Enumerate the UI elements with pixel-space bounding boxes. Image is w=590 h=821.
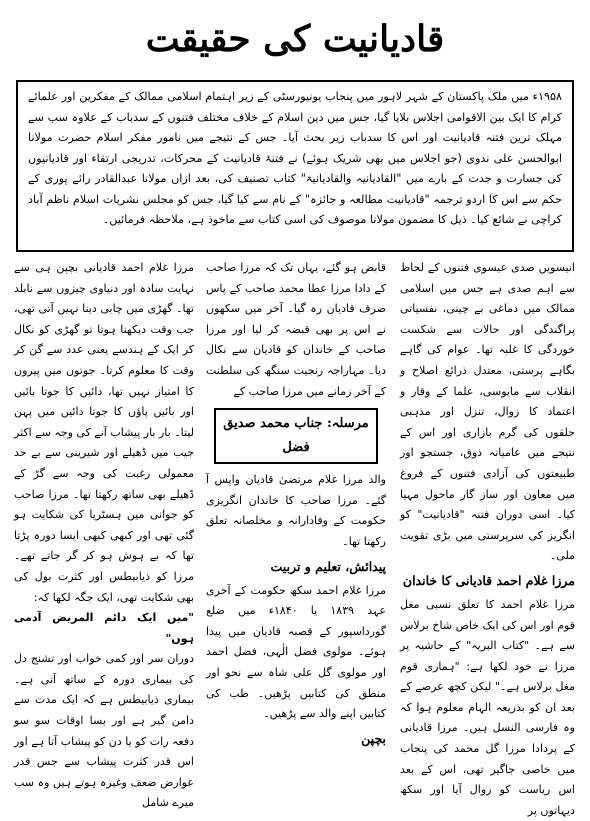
column-left-paragraph-1: مرزا غلام احمد قادیانی بچپن ہی سے نہایت سادہ اور دنیاوی چیزوں سے نابلد تھا۔ گھڑی میں چابی دینا نہیں آتی تھی، جب وقت دیکھنا ہوتا تو گھڑی کو نکال کر ایک کے ہندسے یعنی عدد سے گن کر وقت کا معلوم کرتا۔ جوتوں میں پیروں کا امتیاز نہیں تھا، دائیں کا جوتا بائیں اور بائیں پاؤں کا جوتا دائیں میں پہن لیتا۔ بار بار پیشاب آنے کی وجہ سے اکثر جیب میں ڈھیلے اور شیرینی سے بے حد معمولی رغبت کی وجہ سے گڑ کے ڈھیلے بھی ساتھ رکھتا تھا۔ مرزا صاحب کو جوانی میں ہسٹریا کی شکایت ہو گئی تھی اور کبھی کبھی ایسا دورہ پڑتا تھا کہ بے ہوش ہو کر گر جاتے تھے۔ مرزا کو ذیابیطس اور کثرت بول کی بھی شکایت تھی، ایک جگہ لکھا کہ:	[14, 261, 194, 604]
column-right-paragraph-1: انیسویں صدی عیسوی فتنوں کے لحاظ سے اہم صدی ہے جس میں اسلامی ممالک میں دماغی بے چینی، نفسیاتی پراگندگی اور حالات سے شکست خوردگی کا غلبہ تھا۔ عوام کی گاہے بگاہے پرستی، معتدل ذرائع اصلاح و انقلاب سے مایوسی، علما کے وقار و اعتماد کا زوال، تنزل اور مذہبی حلقوں کی گرم بازاری اور اس کے نتیجے میں عامیانہ ذوق، جستجو اور طبیعتوں کی آزادی فتنوں کے فروغ میں معاون اور ساز گار ماحول مہیا کیا۔ اسی دوران فتنہ "قادیانیت" کو انگریز کی سرپرستی میں بڑی تقویت ملی۔	[400, 261, 575, 563]
column-left	[14, 258, 194, 810]
column-right-paragraph-2: مرزا غلام احمد کا تعلق نسبی مغل قوم اور اس کی ایک خاص شاخ برلاس سے ہے۔ "کتاب البریہ" کے حاشیہ پر مرزا نے خود لکھا ہے: "ہماری قوم مغل برلاس ہے۔" لیکن کچھ عرصے کے بعد ان کو بذریعہ الہام معلوم ہوا کہ وہ فارسی النسل ہیں۔ مرزا قادیانی کے پردادا مرزا گل محمد کی پنجاب میں خاصی جاگیر تھی، اس کے بعد اس ریاست کو زوال آیا اور سکھ دیہاتوں پر	[400, 597, 575, 817]
intro-paragraph: ۱۹۵۸ء میں ملک پاکستان کے شہر لاہور میں پنجاب یونیورسٹی کے زیر اہتمام اسلامی ممالک کے مفکرین اور علمائے کرام کا ایک بین الاقوامی اجلاس بلایا گیا، جس میں دین اسلام کے خلاف مختلف فتنوں کے سدباب کے علاوہ سب سے مہلک ترین فتنہ قادیانیت اور اس کا سدباب زیر بحث آیا۔ جس کے نتیجے میں نامور مفکر اسلام حضرت مولانا ابوالحسن علی ندوی (جو اجلاس میں بھی شریک ہوئے) نے فتنۂ قادیانیت کے محرکات، تدریجی ارتقاء اور قادیانیوں کی جسارت و جدت کے بارے میں "القادیانیہ والقادیانیۃ" کتاب تصنیف کی، بعد ازاں مولانا عبدالقادر رائے پوری کے حکم سے اس کا اردو ترجمہ "قادیانیت مطالعہ و جائزہ" کے نام سے کیا گیا، جس کو مجلس نشریات اسلام ناظم آباد کراچی نے شائع کیا۔ ذیل کا مضمون مولانا موصوف کی اسی کتاب سے ماخوذ ہے، ملاحظہ فرمائیں۔	[28, 90, 563, 226]
section-heading-birth: پیدائش، تعلیم و تربیت	[270, 558, 386, 574]
column-middle	[206, 258, 386, 758]
column-left-paragraph-2: دوران سر اور کمی خواب اور تشنج دل کی بیماری دورہ کے ساتھ آتی ہے۔ بیماری ذیابیطس ہے کہ ایک مدت سے دامن گیر ہے اور بسا اوقات سو سو دفعہ رات کو یا دن کو پیشاب آتا ہے اور اس قدر کثرت پیشاب سے جس قدر عوارض ضعف وغیرہ ہوتے ہیں وہ سب میرے شامل	[14, 652, 194, 810]
column-left-quote: "میں ایک دائم المریض آدمی ہوں"	[14, 611, 194, 645]
intro-box	[16, 80, 574, 252]
column-middle-paragraph-3: مرزا غلام احمد سکھ حکومت کے آخری عہد ۱۸۳۹ یا ۱۸۴۰ء میں ضلع گورداسپور کے قصبہ قادیان میں پیدا ہوئے۔ مولوی فضل الٰہی، فضل احمد اور مولوی گل علی شاہ سے نحو اور منطق کی کتابیں پڑھیں۔ طب کی کتابیں اپنے والد سے پڑھیں۔	[206, 583, 386, 721]
column-middle-paragraph-1: قابض ہو گئے، یہاں تک کہ مرزا صاحب کے دادا مرزا عطا محمد صاحب کے پاس صرف قادیان رہ گیا۔ آخر میں سکھوں نے اس پر بھی قبضہ کر لیا اور مرزا صاحب کے خاندان کو قادیان سے نکال دیا۔ مہاراجہ رنجیت سنگھ کی سلطنت کے آخر زمانے میں مرزا صاحب کے	[206, 261, 386, 398]
column-right	[400, 258, 575, 817]
section-heading-family: مرزا غلام احمد قادیانی کا خاندان	[402, 572, 575, 588]
page-title: قادیانیت کی حقیقت	[145, 18, 445, 60]
byline-box: مرسلہ: جناب محمد صدیق فضل	[214, 408, 378, 464]
section-heading-childhood: بچپن	[361, 730, 386, 746]
column-middle-paragraph-2: والد مرزا غلام مرتضیٰ قادیان واپس آ گئے۔ مرزا صاحب کا خاندان انگریزی حکومت کے وفادارانہ و مخلصانہ تعلق رکھتا تھا۔	[206, 473, 386, 548]
